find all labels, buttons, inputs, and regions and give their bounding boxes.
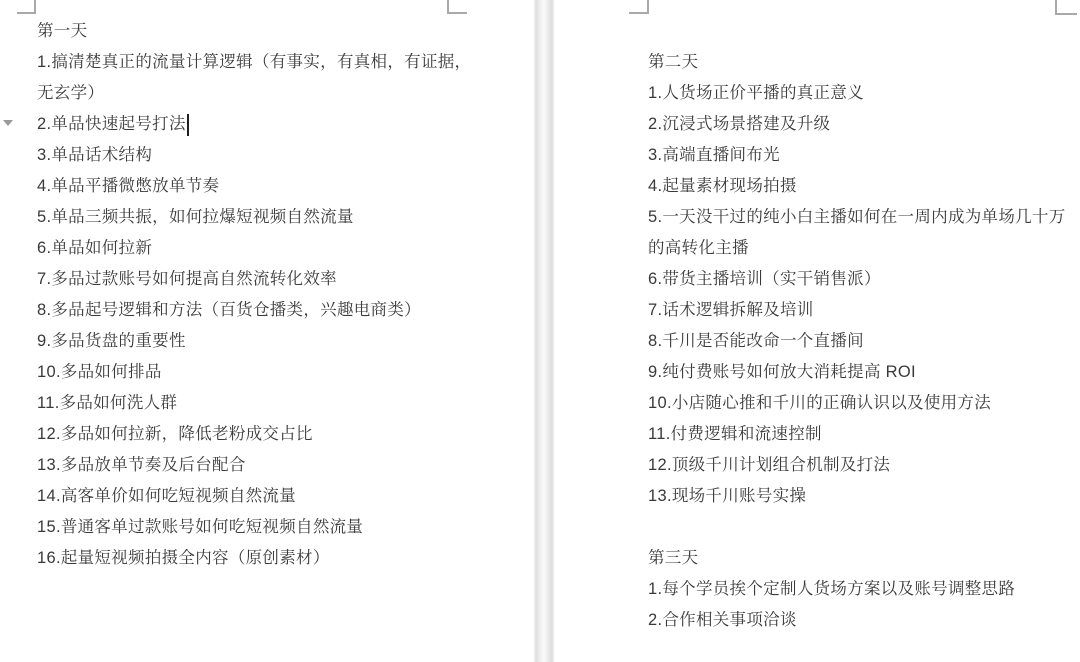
text-line[interactable] (37, 202, 449, 233)
text-line[interactable] (37, 326, 449, 357)
text-line-content: 1.每个学员挨个定制人货场方案以及账号调整思路 (648, 580, 1016, 598)
text-line[interactable] (37, 481, 449, 512)
text-line-content: 16.起量短视频拍摄全内容（原创素材） (37, 549, 330, 567)
text-line-content: 11.付费逻辑和流速控制 (648, 425, 822, 443)
text-line-content: 3.高端直播间布光 (648, 146, 780, 164)
text-line[interactable] (37, 16, 449, 47)
text-line-content: 14.高客单价如何吃短视频自然流量 (37, 487, 297, 505)
text-cursor-caret (187, 114, 189, 136)
text-line-content: 6.带货主播培训（实干销售派） (648, 270, 881, 288)
text-line[interactable] (648, 357, 1060, 388)
text-line-content: 第三天 (648, 549, 699, 567)
text-line[interactable] (37, 47, 472, 78)
text-line[interactable] (37, 78, 449, 109)
page1-text-body (37, 16, 472, 574)
text-line-content: 4.起量素材现场拍摄 (648, 177, 797, 195)
text-line-content: 1.搞清楚真正的流量计算逻辑（有事实，有真相，有证据， (37, 53, 472, 71)
text-line[interactable] (648, 450, 1060, 481)
text-line-content: 13.多品放单节奏及后台配合 (37, 456, 246, 474)
text-line-content: 7.多品过款账号如何提高自然流转化效率 (37, 270, 337, 288)
text-line[interactable] (648, 171, 1060, 202)
page-gap-divider (533, 0, 555, 662)
text-boundary-mark-top-left-page1 (17, 0, 36, 14)
text-line[interactable] (648, 388, 1060, 419)
text-line[interactable] (648, 264, 1060, 295)
text-line[interactable] (648, 326, 1060, 357)
text-line-content: 5.单品三频共振，如何拉爆短视频自然流量 (37, 208, 354, 226)
blank-line[interactable] (648, 512, 1060, 543)
text-line[interactable] (37, 357, 449, 388)
text-line[interactable] (37, 295, 449, 326)
text-line-content: 5.一天没干过的纯小白主播如何在一周内成为单场几十万 (648, 208, 1066, 226)
text-line[interactable] (37, 233, 449, 264)
text-line-content: 2.合作相关事项洽谈 (648, 611, 797, 629)
text-line[interactable] (37, 419, 449, 450)
text-line[interactable] (37, 388, 449, 419)
text-line[interactable] (648, 295, 1060, 326)
text-line[interactable] (648, 202, 1066, 233)
text-boundary-mark-top-right-page1 (447, 0, 467, 14)
text-line[interactable] (37, 140, 449, 171)
text-line-content: 13.现场千川账号实操 (648, 487, 807, 505)
text-line-content: 6.单品如何拉新 (37, 239, 153, 257)
text-line-content: 2.沉浸式场景搭建及升级 (648, 115, 831, 133)
text-line-content: 1.人货场正价平播的真正意义 (648, 84, 864, 102)
text-line[interactable] (648, 78, 1060, 109)
text-line[interactable] (37, 543, 449, 574)
text-line-content: 3.单品话术结构 (37, 146, 153, 164)
text-boundary-mark-top-left-page2 (629, 0, 649, 14)
text-line-content: 10.多品如何排品 (37, 363, 162, 381)
text-line-content: 11.多品如何洗人群 (37, 394, 178, 412)
text-line-content: 4.单品平播微憋放单节奏 (37, 177, 220, 195)
outline-collapse-triangle-icon[interactable] (3, 120, 13, 126)
text-line-content: 8.千川是否能改命一个直播间 (648, 332, 864, 350)
text-line-content: 第二天 (648, 53, 699, 71)
text-line-content: 15.普通客单过款账号如何吃短视频自然流量 (37, 518, 364, 536)
text-line[interactable] (37, 450, 449, 481)
text-line-content: 第一天 (37, 22, 88, 40)
text-line-content: 无玄学） (37, 84, 105, 102)
text-line[interactable] (648, 109, 1060, 140)
text-line-content: 7.话术逻辑拆解及培训 (648, 301, 814, 319)
text-line[interactable] (648, 233, 1060, 264)
text-line-content: 8.多品起号逻辑和方法（百货仓播类，兴趣电商类） (37, 301, 421, 319)
text-line[interactable] (648, 543, 1060, 574)
text-line-content: 2.单品快速起号打法 (37, 115, 186, 133)
page2-text-body (648, 47, 1066, 636)
text-line[interactable] (37, 109, 449, 140)
text-line[interactable] (648, 481, 1060, 512)
text-line-content: 12.多品如何拉新，降低老粉成交占比 (37, 425, 313, 443)
text-line[interactable] (648, 605, 1060, 636)
text-line[interactable] (648, 419, 1060, 450)
text-line-content: 10.小店随心推和千川的正确认识以及使用方法 (648, 394, 992, 412)
text-line-content: 12.顶级千川计划组合机制及打法 (648, 456, 891, 474)
text-line[interactable] (37, 171, 449, 202)
text-line-content: 9.纯付费账号如何放大消耗提高 ROI (648, 363, 916, 381)
text-line-content: 的高转化主播 (648, 239, 749, 257)
text-boundary-mark-top-right-page2 (1055, 0, 1077, 15)
text-line[interactable] (37, 264, 449, 295)
text-line[interactable] (648, 574, 1060, 605)
text-line[interactable] (648, 140, 1060, 171)
text-line-content: 9.多品货盘的重要性 (37, 332, 186, 350)
text-line[interactable] (37, 512, 449, 543)
text-line[interactable] (648, 47, 1060, 78)
